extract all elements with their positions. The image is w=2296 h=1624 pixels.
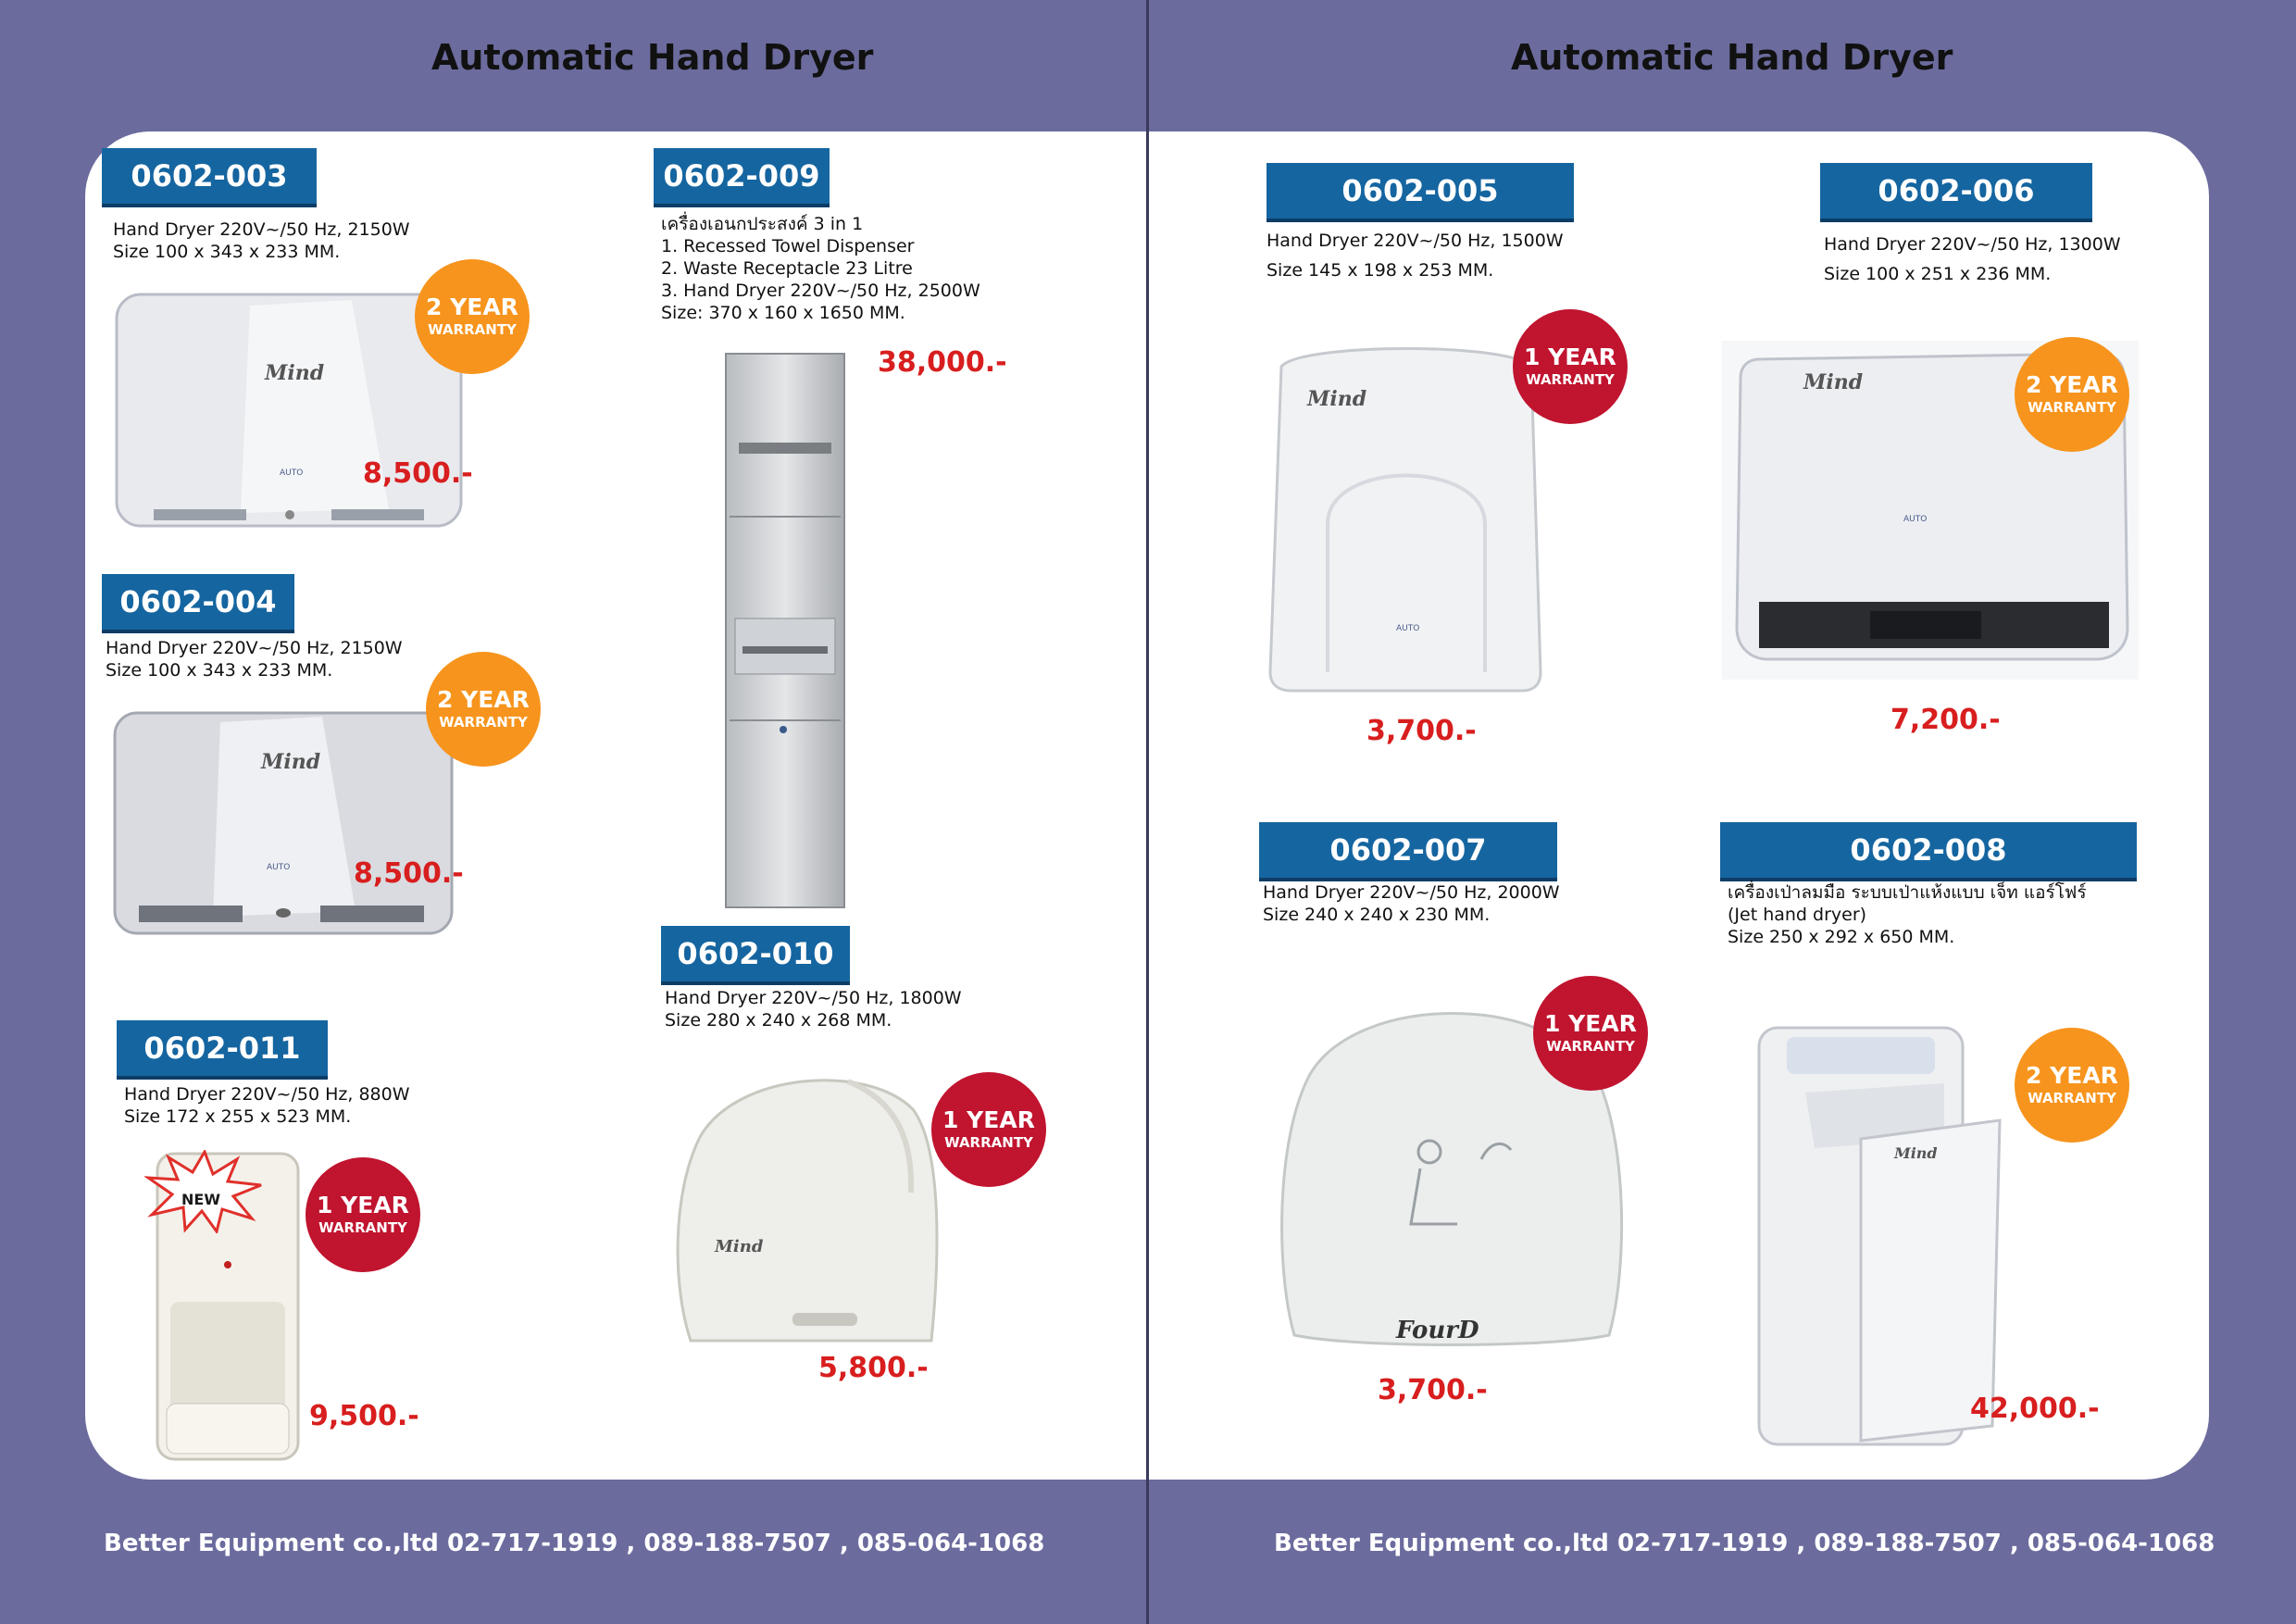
spec-line: Hand Dryer 220V~/50 Hz, 1800W [665, 988, 962, 1008]
price-0602-003: 8,500.- [363, 457, 473, 490]
price-0602-007: 3,700.- [1378, 1374, 1488, 1406]
spec-line: Size 145 x 198 x 253 MM. [1267, 260, 1494, 281]
spec-line: Size 280 x 240 x 268 MM. [665, 1010, 892, 1031]
right-page-title: Automatic Hand Dryer [1511, 37, 1953, 78]
warranty-years: 1 YEAR [1524, 344, 1616, 370]
spec-line: เครื่องเป่าลมมือ ระบบเป่าแห้งแบบ เจ็ท แอร์โฟร์ [1728, 882, 2087, 903]
spec-line: เครื่องเอนกประสงค์ 3 in 1 [661, 214, 864, 234]
left-page-footer: Better Equipment co.,ltd 02-717-1919 , 089-188-7507 , 085-064-1068 [104, 1530, 1045, 1557]
warranty-badge-0602-003 [415, 259, 530, 374]
spec-line: Size 100 x 251 x 236 MM. [1824, 264, 2052, 284]
price-0602-004: 8,500.- [354, 857, 464, 890]
warranty-label: WARRANTY [2028, 1090, 2116, 1106]
product-desc-0602-009 [661, 213, 980, 324]
spec-line: Hand Dryer 220V~/50 Hz, 2000W [1263, 882, 1560, 903]
jet-hand-dryer-image-0602-008 [1750, 1018, 2009, 1454]
warranty-badge-0602-004 [426, 652, 541, 767]
spec-line: Size 172 x 255 x 523 MM. [124, 1106, 352, 1127]
warranty-badge-0602-006 [2015, 337, 2129, 452]
warranty-label: WARRANTY [1546, 1038, 1635, 1055]
brand-logo: Mind [715, 1237, 764, 1256]
price-0602-006: 7,200.- [1890, 704, 2001, 736]
warranty-label: WARRANTY [318, 1219, 407, 1236]
auto-label: AUTO [280, 468, 304, 478]
price-0602-009: 38,000.- [878, 346, 1007, 379]
auto-label: AUTO [1903, 515, 1928, 524]
spec-line: Size 100 x 343 x 233 MM. [106, 660, 333, 681]
warranty-years: 2 YEAR [426, 294, 518, 320]
warranty-years: 1 YEAR [1544, 1010, 1637, 1037]
auto-label: AUTO [267, 863, 291, 872]
brand-logo: Mind [1307, 387, 1367, 411]
product-code-0602-005: 0602-005 [1267, 163, 1574, 222]
product-desc-0602-008 [1728, 881, 2087, 948]
product-code-0602-010: 0602-010 [661, 926, 850, 985]
warranty-label: WARRANTY [428, 321, 517, 338]
warranty-years: 1 YEAR [317, 1192, 409, 1218]
warranty-label: WARRANTY [944, 1134, 1033, 1151]
price-0602-008: 42,000.- [1970, 1393, 2100, 1425]
spec-line: Size: 370 x 160 x 1650 MM. [661, 303, 905, 323]
product-code-0602-009: 0602-009 [654, 148, 830, 207]
towel-dispenser-combo-image-0602-009 [720, 350, 850, 911]
product-desc-0602-010 [665, 987, 962, 1031]
spec-line: 3. Hand Dryer 220V~/50 Hz, 2500W [661, 281, 980, 301]
right-page-footer: Better Equipment co.,ltd 02-717-1919 , 089-188-7507 , 085-064-1068 [1274, 1530, 2215, 1557]
spec-line: (Jet hand dryer) [1728, 905, 1867, 925]
warranty-badge-0602-010 [931, 1072, 1046, 1187]
spec-line: Hand Dryer 220V~/50 Hz, 2150W [113, 219, 410, 240]
price-0602-010: 5,800.- [818, 1352, 929, 1384]
spec-line: Hand Dryer 220V~/50 Hz, 1300W [1824, 234, 2121, 255]
product-code-0602-011: 0602-011 [117, 1020, 328, 1080]
product-desc-0602-003 [113, 219, 410, 263]
product-code-0602-004: 0602-004 [102, 574, 294, 633]
product-desc-0602-007 [1263, 881, 1560, 926]
product-code-0602-008: 0602-008 [1720, 822, 2137, 881]
warranty-label: WARRANTY [439, 714, 528, 731]
product-desc-0602-006 [1824, 233, 2121, 285]
spec-line: 1. Recessed Towel Dispenser [661, 236, 915, 256]
spec-line: Size 240 x 240 x 230 MM. [1263, 905, 1491, 925]
spec-line: Hand Dryer 220V~/50 Hz, 2150W [106, 638, 403, 658]
auto-label: AUTO [1396, 624, 1420, 633]
product-desc-0602-004 [106, 637, 403, 681]
brand-logo: Mind [1803, 370, 1864, 394]
warranty-badge-0602-011 [306, 1157, 420, 1272]
warranty-badge-0602-008 [2015, 1028, 2129, 1143]
price-0602-011: 9,500.- [309, 1400, 419, 1432]
product-code-0602-003: 0602-003 [102, 148, 317, 207]
spec-line: Size 100 x 343 x 233 MM. [113, 242, 341, 262]
hand-dryer-image-0602-010 [663, 1063, 950, 1350]
warranty-label: WARRANTY [1526, 371, 1615, 388]
new-label: NEW [181, 1191, 220, 1208]
warranty-years: 2 YEAR [2026, 1062, 2118, 1089]
price-0602-005: 3,700.- [1366, 715, 1477, 747]
fourd-brand-logo: FourD [1396, 1317, 1479, 1344]
warranty-badge-0602-007 [1533, 976, 1648, 1091]
warranty-years: 2 YEAR [437, 686, 530, 713]
product-code-0602-006: 0602-006 [1820, 163, 2092, 222]
warranty-years: 2 YEAR [2026, 371, 2118, 398]
spec-line: 2. Waste Receptacle 23 Litre [661, 258, 913, 279]
spec-line: Hand Dryer 220V~/50 Hz, 1500W [1267, 231, 1564, 251]
product-desc-0602-011 [124, 1083, 410, 1128]
brand-logo: Mind [261, 750, 321, 774]
left-page-title: Automatic Hand Dryer [431, 37, 874, 78]
brand-logo: Mind [1894, 1144, 1938, 1162]
spec-line: Size 250 x 292 x 650 MM. [1728, 927, 1955, 947]
warranty-label: WARRANTY [2028, 399, 2116, 416]
hand-dryer-image-0602-005 [1263, 339, 1550, 696]
hand-dryer-image-0602-004 [111, 707, 455, 939]
product-desc-0602-005 [1267, 230, 1564, 281]
warranty-badge-0602-005 [1513, 309, 1628, 424]
product-code-0602-007: 0602-007 [1259, 822, 1557, 881]
brand-logo: Mind [265, 361, 325, 385]
spec-line: Hand Dryer 220V~/50 Hz, 880W [124, 1084, 410, 1105]
warranty-years: 1 YEAR [942, 1106, 1035, 1133]
